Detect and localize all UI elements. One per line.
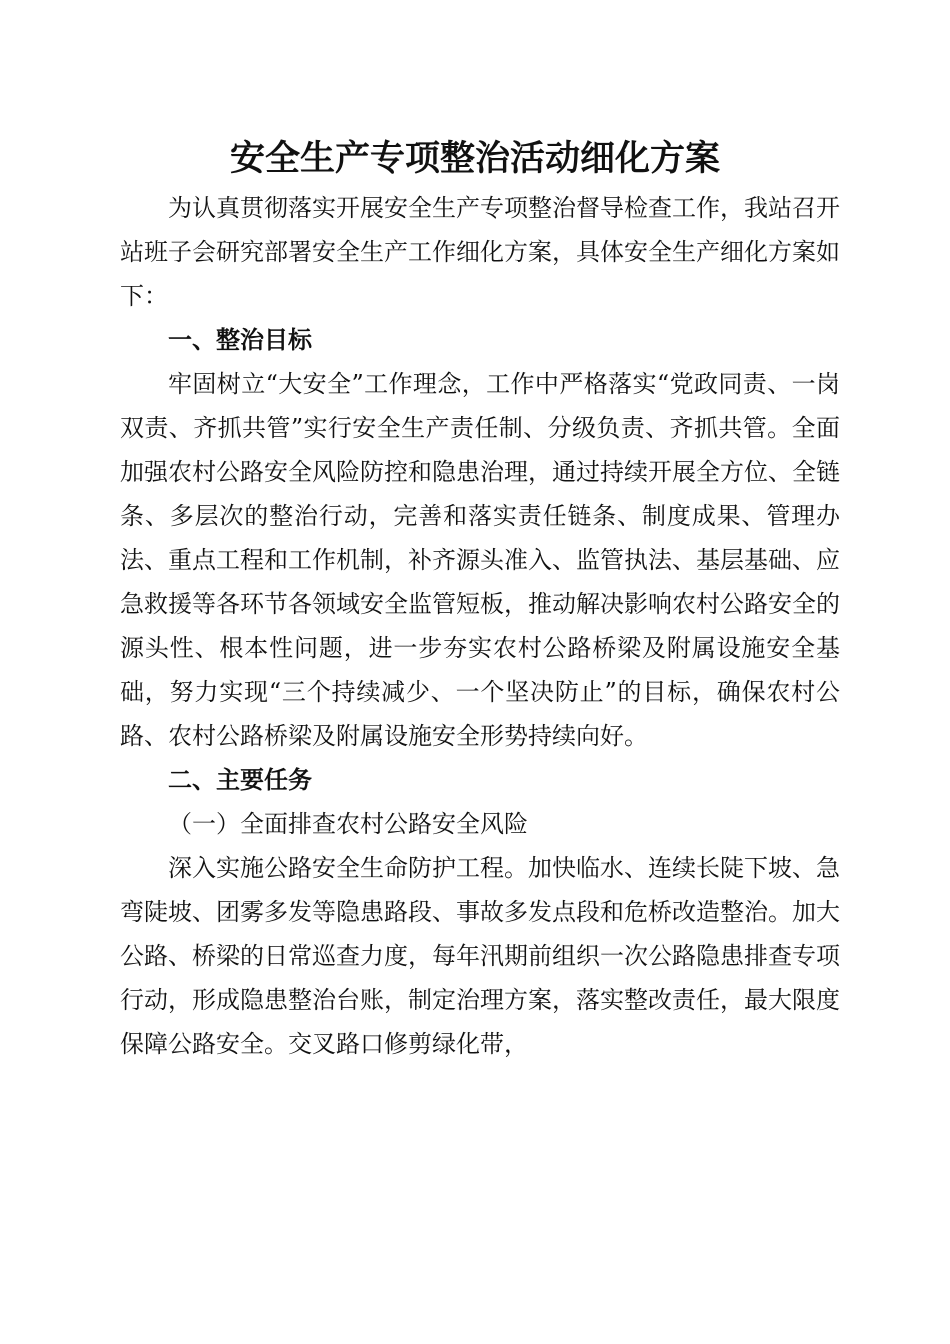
- risk-survey-paragraph: 深入实施公路安全生命防护工程。加快临水、连续长陡下坡、急弯陡坡、团雾多发等隐患路段、事故多发点段和危桥改造整治。加大公路、桥梁的日常巡查力度，每年汛期前组织一次公路隐患排查专项行动，形成隐患整治台账，制定治理方案，落实整改责任，最大限度保障公路安全。交叉路口修剪绿化带，: [120, 854, 840, 1058]
- section-heading-goals: 一、整治目标: [168, 326, 312, 354]
- document-title: 安全生产专项整治活动细化方案: [229, 138, 720, 179]
- goals-paragraph: 牢固树立“大安全”工作理念，工作中严格落实“党政同责、一岗双责、齐抓共管”实行安全生产责任制、分级负责、齐抓共管。全面加强农村公路安全风险防控和隐患治理，通过持续开展全方位、全链条、多层次的整治行动，完善和落实责任链条、制度成果、管理办法、重点工程和工作机制，补齐源头准入、监管执法、基层基础、应急救援等各环节各领域安全监管短板，推动解决影响农村公路安全的源头性、根本性问题，进一步夯实农村公路桥梁及附属设施安全基础，努力实现“三个持续减少、一个坚决防止”的目标，确保农村公路、农村公路桥梁及附属设施安全形势持续向好。: [120, 370, 840, 750]
- document-body: [120, 186, 840, 1066]
- section-heading-tasks: 二、主要任务: [168, 766, 312, 794]
- intro-paragraph: 为认真贯彻落实开展安全生产专项整治督导检查工作，我站召开站班子会研究部署安全生产工作细化方案，具体安全生产细化方案如下：: [120, 194, 840, 310]
- subsection-heading-risk-survey: （一）全面排查农村公路安全风险: [168, 810, 528, 838]
